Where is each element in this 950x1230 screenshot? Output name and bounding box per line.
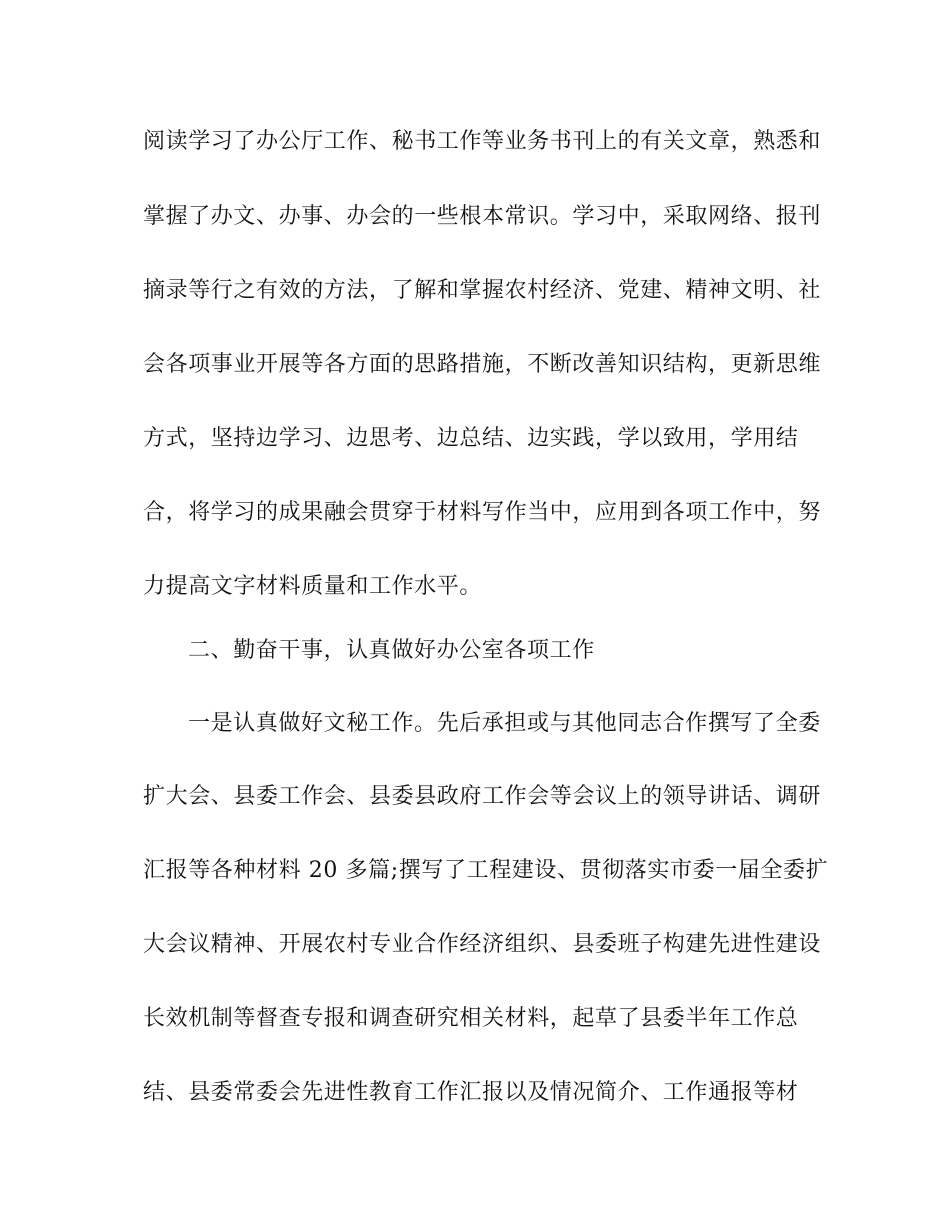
text-line: 一是认真做好文秘工作。先后承担或与其他同志合作撰写了全委: [188, 711, 821, 736]
text-line: 长效机制等督查专报和调查研究相关材料，起草了县委半年工作总: [143, 1006, 799, 1031]
text-line: 汇报等各种材料 20 多篇;撰写了工程建设、贯彻落实市委一届全委扩: [143, 858, 829, 883]
text-line: 摘录等行之有效的方法，了解和掌握农村经济、党建、精神文明、社: [143, 278, 822, 303]
text-line: 掌握了办文、办事、办会的一些根本常识。学习中，采取网络、报刊: [143, 204, 822, 229]
text-line: 大会议精神、开展农村专业合作经济组织、县委班子构建先进性建设: [143, 932, 822, 957]
text-line: 会各项事业开展等各方面的思路措施，不断改善知识结构，更新思维: [143, 352, 822, 377]
section-heading: 二、勤奋干事，认真做好办公室各项工作: [188, 638, 595, 663]
text-line: 方式，坚持边学习、边思考、边总结、边实践，学以致用，学用结: [143, 426, 799, 451]
text-line: 合，将学习的成果融会贯穿于材料写作当中，应用到各项工作中，努: [143, 500, 822, 525]
text-line: 结、县委常委会先进性教育工作汇报以及情况简介、工作通报等材: [143, 1080, 799, 1105]
text-line: 扩大会、县委工作会、县委县政府工作会等会议上的领导讲话、调研: [143, 784, 822, 809]
text-line: 阅读学习了办公厅工作、秘书工作等业务书刊上的有关文章，熟悉和: [143, 129, 822, 154]
text-line: 力提高文字材料质量和工作水平。: [143, 574, 483, 599]
